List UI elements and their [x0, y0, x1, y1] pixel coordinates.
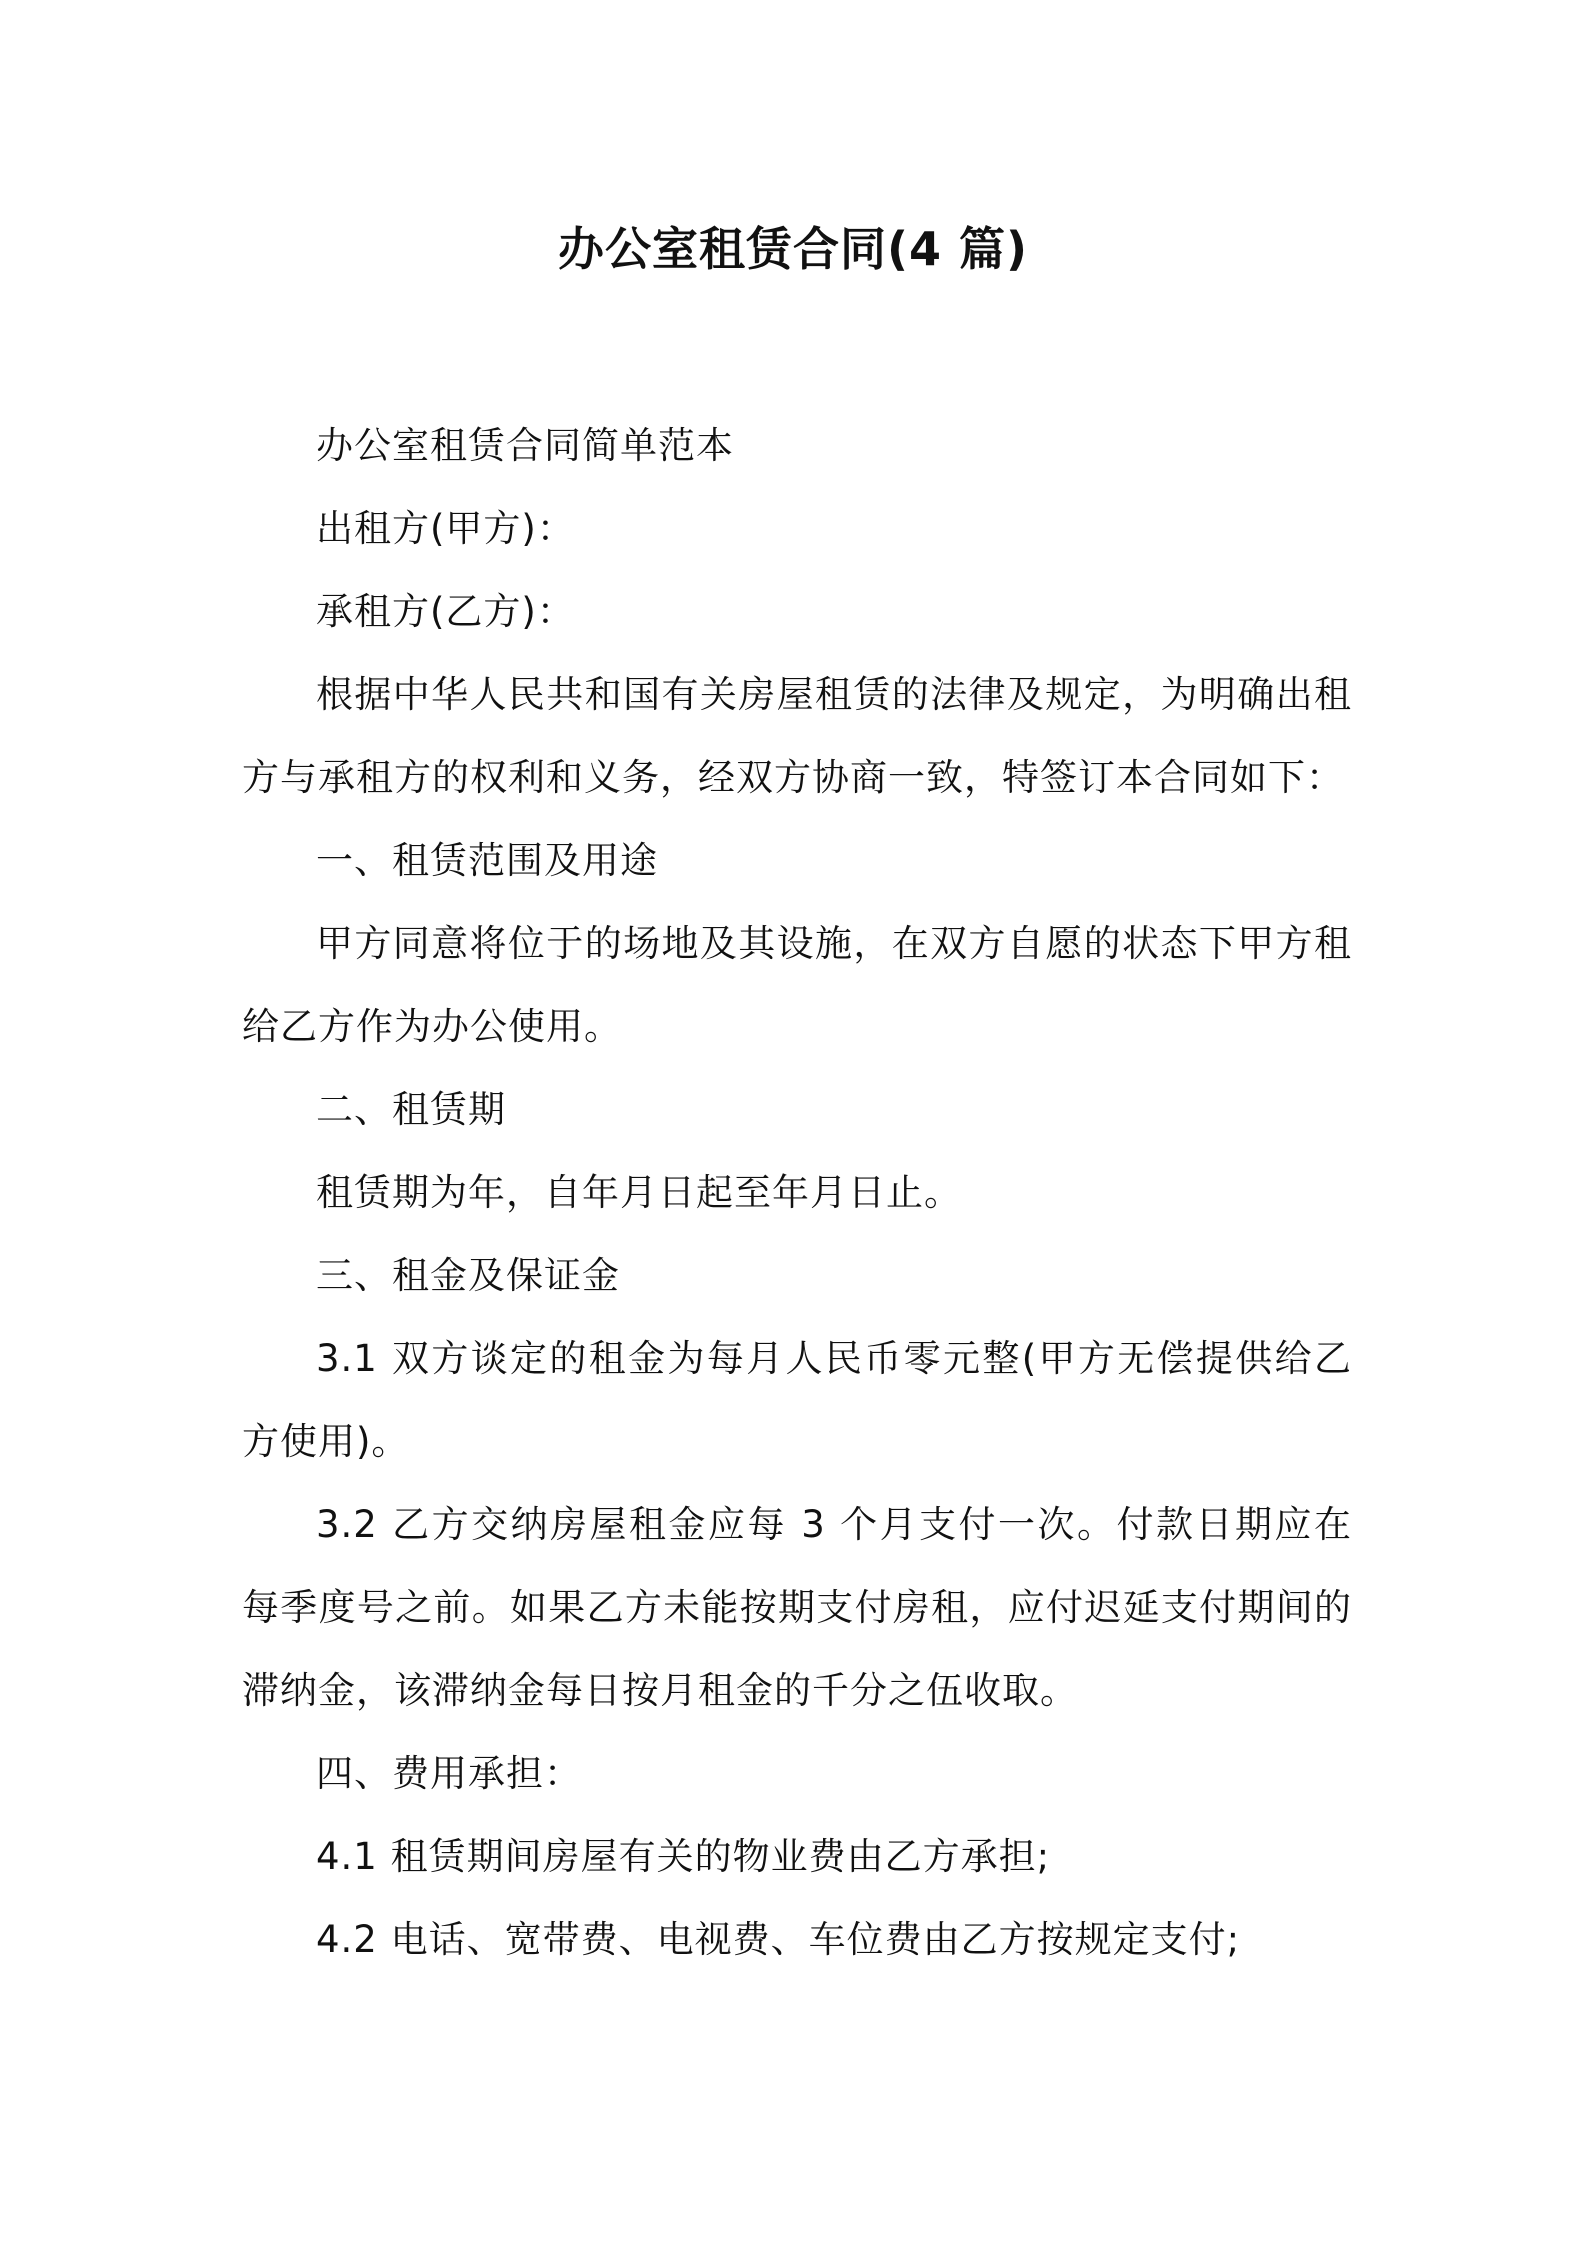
clause-3-1: 3.1 双方谈定的租金为每月人民币零元整(甲方无偿提供给乙方使用)。: [242, 1337, 1352, 1463]
paragraph-term: 租赁期为年，自年月日起至年月日止。: [316, 1171, 962, 1214]
paragraph-lessee: 承租方(乙方)：: [316, 590, 575, 633]
clause-3-2: 3.2 乙方交纳房屋租金应每 3 个月支付一次。付款日期应在每季度号之前。如果乙方未能按期支付房租，应付迟延支付期间的滞纳金，该滞纳金每日按月租金的千分之伍收取。: [242, 1503, 1352, 1712]
paragraph-subtitle: 办公室租赁合同简单范本: [316, 424, 734, 467]
clause-4-1: 4.1 租赁期间房屋有关的物业费由乙方承担;: [316, 1835, 1051, 1878]
document-title: 办公室租赁合同(4 篇): [557, 222, 1029, 276]
paragraph-preamble: 根据中华人民共和国有关房屋租赁的法律及规定，为明确出租方与承租方的权利和义务，经双方协商一致，特签订本合同如下：: [242, 673, 1352, 799]
section-heading-1: 一、租赁范围及用途: [316, 839, 658, 882]
document-body: [242, 404, 1352, 1981]
section-heading-2: 二、租赁期: [316, 1088, 506, 1131]
section-heading-4: 四、费用承担：: [316, 1752, 582, 1795]
section-heading-3: 三、租金及保证金: [316, 1254, 620, 1297]
clause-4-2: 4.2 电话、宽带费、电视费、车位费由乙方按规定支付;: [316, 1918, 1241, 1961]
paragraph-lessor: 出租方(甲方)：: [316, 507, 575, 550]
paragraph-scope: 甲方同意将位于的场地及其设施，在双方自愿的状态下甲方租给乙方作为办公使用。: [242, 922, 1352, 1048]
